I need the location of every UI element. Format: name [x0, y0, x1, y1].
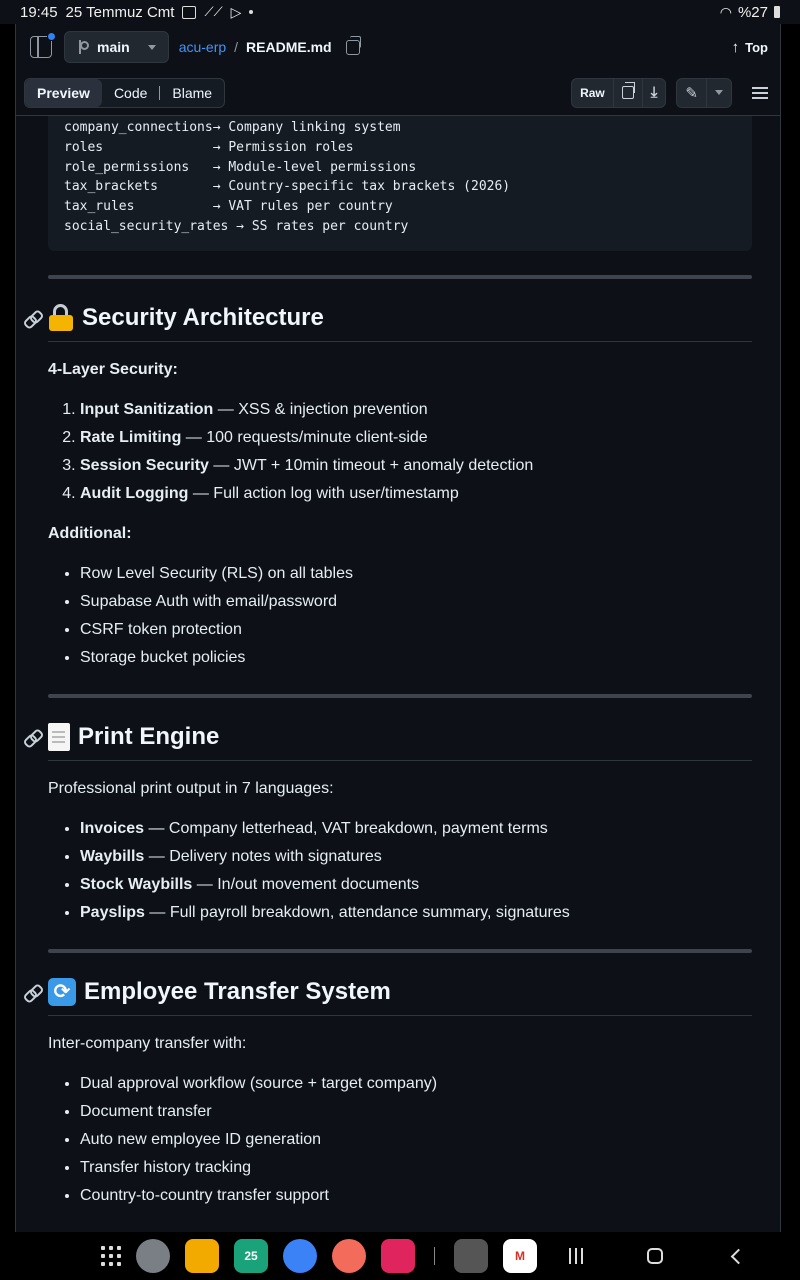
horizontal-rule: [48, 949, 752, 953]
gmail-app-icon[interactable]: M: [503, 1239, 537, 1273]
app-dock: [101, 1239, 537, 1273]
repo-link[interactable]: acu-erp: [178, 39, 227, 55]
github-file-viewer: [15, 24, 781, 1232]
breadcrumb-separator: /: [234, 39, 239, 55]
code-line: tax_brackets → Country-specific tax brackets (2026): [64, 179, 511, 195]
item-desc: — Full action log with user/timestamp: [188, 484, 459, 502]
calculator-app-icon[interactable]: [454, 1239, 488, 1273]
code-line: social_security_rates → SS rates per country: [64, 218, 409, 234]
file-name: README.md: [246, 39, 332, 55]
copy-icon: [622, 86, 634, 99]
edit-button[interactable]: [677, 79, 707, 107]
security-heading-wrap: [48, 303, 752, 342]
app-drawer-icon[interactable]: [101, 1246, 121, 1266]
raw-button[interactable]: Raw: [572, 79, 614, 107]
tab-code[interactable]: Code: [113, 84, 148, 101]
item-desc: — In/out movement documents: [192, 875, 420, 893]
print-engine-title: Print Engine: [78, 722, 220, 750]
calendar-day: 25: [244, 1249, 258, 1263]
edit-actions-group: [676, 78, 732, 108]
dock-divider: [434, 1247, 435, 1265]
pencil-icon: ✎: [685, 84, 698, 102]
list-item: [80, 452, 752, 480]
play-store-notification-icon: ▷: [230, 3, 242, 20]
view-mode-tabs: [24, 78, 225, 108]
security-heading: [48, 303, 752, 333]
print-engine-list: [48, 815, 752, 927]
battery-icon: [774, 6, 780, 18]
item-name: Rate Limiting: [80, 428, 182, 446]
item-desc: — XSS & injection prevention: [213, 400, 428, 418]
camera-app-icon[interactable]: [381, 1239, 415, 1273]
page-icon: [48, 723, 70, 751]
messages-app-icon[interactable]: [283, 1239, 317, 1273]
sound-notification-icon: ⟋⟋: [204, 4, 223, 19]
item-name: Session Security: [80, 456, 209, 474]
status-time: 19:45: [20, 3, 58, 21]
item-name: Payslips: [80, 903, 145, 921]
horizontal-rule: [48, 275, 752, 279]
horizontal-rule: [48, 694, 752, 698]
list-item: [80, 424, 752, 452]
list-item: [80, 480, 752, 508]
security-title: Security Architecture: [82, 303, 324, 331]
markdown-body: [48, 116, 752, 1210]
top-label: Top: [745, 39, 768, 55]
list-item: [80, 843, 752, 871]
refresh-icon: ⟳: [48, 978, 76, 1006]
home-button[interactable]: [647, 1248, 663, 1264]
list-item: • CSRF token protection: [80, 616, 752, 644]
security-additional-list: [48, 560, 752, 672]
list-item: • Country-to-country transfer support: [80, 1182, 752, 1210]
item-desc: — Company letterhead, VAT breakdown, payment terms: [144, 819, 548, 837]
sidebar-toggle-button[interactable]: [30, 36, 52, 58]
transfer-heading: [48, 977, 752, 1007]
link-icon[interactable]: [24, 985, 40, 999]
code-line: role_permissions → Module-level permissions: [64, 159, 417, 175]
git-branch-icon: [77, 40, 89, 54]
list-item: [80, 396, 752, 424]
list-item: • Row Level Security (RLS) on all tables: [80, 560, 752, 588]
browser-app-icon[interactable]: [136, 1239, 170, 1273]
item-name: Audit Logging: [80, 484, 189, 502]
top-button[interactable]: [732, 39, 768, 56]
battery-level: %27: [737, 3, 768, 21]
transfer-title: Employee Transfer System: [84, 977, 391, 1005]
layers-label: 4-Layer Security:: [48, 360, 178, 378]
copy-raw-button[interactable]: [614, 79, 643, 107]
copy-path-icon[interactable]: [346, 40, 360, 55]
code-line: tax_rules → VAT rules per country: [64, 199, 393, 215]
gallery-notification-icon: [182, 6, 196, 19]
item-desc: — 100 requests/minute client-side: [181, 428, 428, 446]
outline-list-icon[interactable]: [752, 87, 768, 99]
status-bar: [0, 0, 800, 24]
download-icon: ⤓: [650, 84, 658, 101]
chevron-down-icon: [148, 45, 156, 50]
file-actions-group: [571, 78, 666, 108]
file-header: [16, 24, 781, 70]
code-line: company_connections→ Company linking system: [64, 120, 401, 135]
item-desc: — Delivery notes with signatures: [144, 847, 382, 865]
lock-icon: [48, 304, 74, 332]
back-button[interactable]: [731, 1248, 747, 1264]
link-icon[interactable]: [24, 730, 40, 744]
print-engine-intro: Professional print output in 7 languages:: [48, 779, 334, 797]
calendar-app-icon[interactable]: [234, 1239, 268, 1273]
list-item: • Storage bucket policies: [80, 644, 752, 672]
item-desc: — Full payroll breakdown, attendance summary, signatures: [144, 903, 570, 921]
contacts-app-icon[interactable]: [332, 1239, 366, 1273]
wifi-icon: ◠: [719, 3, 732, 20]
item-name: Input Sanitization: [80, 400, 214, 418]
transfer-heading-wrap: [48, 977, 752, 1016]
list-item: • Document transfer: [80, 1098, 752, 1126]
transfer-intro: Inter-company transfer with:: [48, 1034, 247, 1052]
code-block: [48, 116, 752, 251]
recents-button[interactable]: [569, 1248, 583, 1264]
list-item: • Supabase Auth with email/password: [80, 588, 752, 616]
list-item: [80, 871, 752, 899]
download-button[interactable]: [643, 79, 666, 107]
additional-label: Additional:: [48, 524, 132, 542]
list-item: [80, 815, 752, 843]
branch-selector[interactable]: [64, 31, 169, 63]
system-nav-bar: [0, 1232, 800, 1280]
files-app-icon[interactable]: [185, 1239, 219, 1273]
list-item: • Auto new employee ID generation: [80, 1126, 752, 1154]
item-desc: — JWT + 10min timeout + anomaly detection: [208, 456, 534, 474]
chevron-down-icon: [715, 90, 723, 95]
print-engine-heading: [48, 722, 752, 752]
tab-blame[interactable]: Blame: [172, 84, 213, 101]
breadcrumb: [179, 39, 360, 55]
link-icon[interactable]: [24, 311, 40, 325]
item-name: Invoices: [80, 819, 145, 837]
file-toolbar: [16, 70, 781, 116]
code-line: roles → Permission roles: [64, 139, 354, 155]
list-item: [80, 899, 752, 927]
tab-preview[interactable]: Preview: [25, 79, 102, 107]
list-item: • Dual approval workflow (source + target company): [80, 1070, 752, 1098]
security-layers-list: [48, 396, 752, 508]
notification-dot-icon: [47, 32, 56, 41]
print-heading-wrap: [48, 722, 752, 761]
branch-name: main: [97, 39, 130, 55]
more-notifications-icon: [249, 10, 253, 14]
edit-dropdown-button[interactable]: [707, 79, 731, 107]
list-item: • Transfer history tracking: [80, 1154, 752, 1182]
transfer-list: [48, 1070, 752, 1210]
item-name: Waybills: [80, 847, 145, 865]
status-date: 25 Temmuz Cmt: [65, 3, 175, 21]
item-name: Stock Waybills: [80, 875, 193, 893]
arrow-up-icon: ↑: [731, 38, 740, 56]
